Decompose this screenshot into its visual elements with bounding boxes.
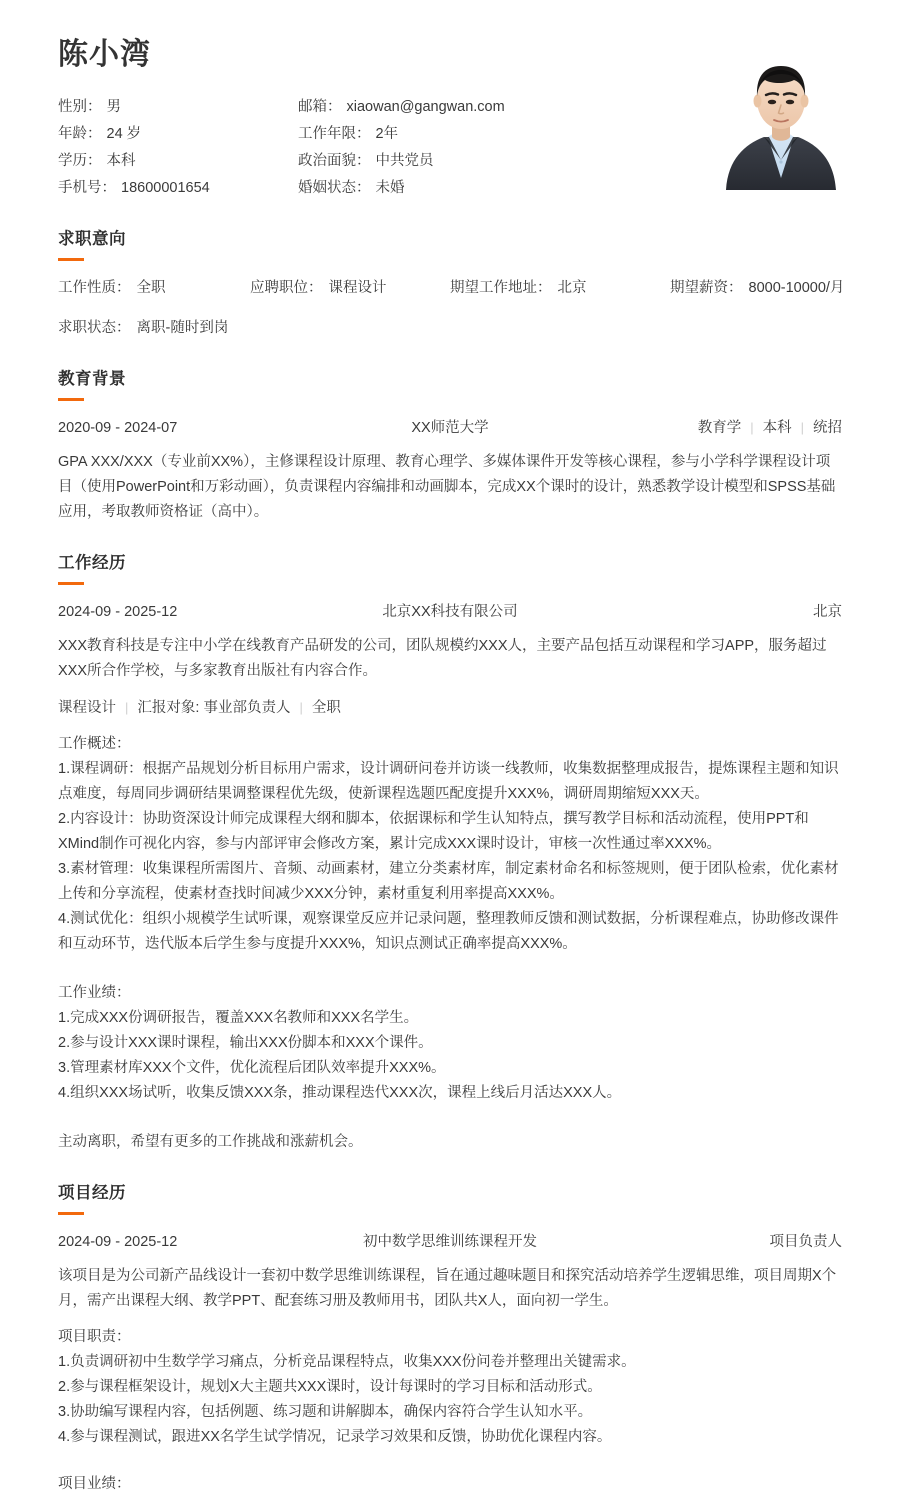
- work-achievement-item: 1.完成XXX份调研报告，覆盖XXX名教师和XXX名学生。: [58, 1009, 419, 1026]
- tag-separator: |: [750, 419, 754, 435]
- info-label: 政治面貌：: [298, 152, 371, 169]
- personal-info-grid: [58, 94, 720, 201]
- work-entry: [58, 599, 842, 1155]
- work-location: 北京: [813, 603, 842, 620]
- info-item-age: [58, 121, 298, 147]
- intent-item-status: [58, 315, 844, 341]
- info-label: 手机号：: [58, 179, 116, 196]
- intent-item-position: [250, 275, 450, 301]
- info-label: 婚姻状态：: [298, 179, 371, 196]
- work-overview-item: 4.测试优化：组织小规模学生试听课，观察课堂反应并记录问题，整理教师反馈和测试数据，分析课程难点，协助修改课件和互动环节，迭代版本后学生参与度提升XXX%，知识点测试正确率提高XXX%。: [58, 910, 839, 952]
- info-value: 未婚: [375, 179, 405, 196]
- info-value: 本科: [106, 152, 136, 169]
- info-label: 求职状态：: [58, 319, 131, 336]
- job-intent-grid: [58, 275, 845, 341]
- info-value: 课程设计: [328, 279, 387, 296]
- avatar: [720, 38, 842, 190]
- work-overview-block: [58, 732, 842, 957]
- work-leave-reason: 主动离职，希望有更多的工作挑战和涨薪机会。: [58, 1133, 363, 1150]
- project-result-title: 项目业绩：: [58, 1475, 131, 1492]
- project-name: 初中数学思维训练课程开发: [362, 1233, 537, 1250]
- work-tag: 汇报对象: 事业部负责人: [137, 699, 291, 716]
- info-item-work-years: [298, 121, 720, 147]
- tag-separator: |: [299, 699, 303, 715]
- work-achievement-item: 4.组织XXX场试听，收集反馈XXX条，推动课程迭代XXX次，课程上线后月活达XXX人。: [58, 1084, 622, 1101]
- info-item-political-status: [298, 148, 720, 174]
- education-entry: [58, 415, 842, 525]
- info-value: 全职: [136, 279, 166, 296]
- info-value: 24 岁: [106, 125, 142, 142]
- project-date: 2024-09 - 2025-12: [58, 1233, 178, 1250]
- project-duty-title: 项目职责：: [58, 1328, 131, 1345]
- info-item-gender: [58, 94, 298, 120]
- project-duty-item: 3.协助编写课程内容，包括例题、练习题和讲解脚本，确保内容符合学生认知水平。: [58, 1403, 593, 1420]
- education-tag: 教育学: [697, 419, 742, 436]
- intent-item-location: [450, 275, 670, 301]
- education-meta-row: [58, 415, 842, 441]
- section-accent-rule: [58, 1212, 84, 1215]
- page-title: 陈小湾: [58, 38, 151, 71]
- work-overview-title: 工作概述：: [58, 735, 131, 752]
- work-date: 2024-09 - 2025-12: [58, 603, 178, 620]
- work-company-intro: XXX教育科技是专注中小学在线教育产品研发的公司，团队规模约XXX人，主要产品包括互动课程和学习APP，服务超过XXX所合作学校，与多家教育出版社有内容合作。: [58, 637, 827, 679]
- project-duty-item: 2.参与课程框架设计，规划X大主题共XXX课时，设计每课时的学习目标和活动形式。: [58, 1378, 602, 1395]
- section-job-intent: [58, 227, 845, 341]
- info-label: 工作性质：: [58, 279, 131, 296]
- section-title: 工作经历: [58, 553, 126, 572]
- info-value: 北京: [557, 279, 587, 296]
- work-company: 北京XX科技有限公司: [382, 603, 518, 620]
- section-title: 项目经历: [58, 1183, 126, 1202]
- education-school: XX师范大学: [411, 419, 489, 436]
- tag-list: [698, 415, 842, 441]
- project-duty-item: 1.负责调研初中生数学学习痛点，分析竞品课程特点，收集XXX份问卷并整理出关键需求。: [58, 1353, 636, 1370]
- info-item-marital-status: [298, 175, 720, 201]
- section-project-experience: [58, 1181, 842, 1497]
- work-tag: 全职: [311, 699, 341, 716]
- info-label: 应聘职位：: [250, 279, 323, 296]
- info-value: 8000-10000/月: [748, 279, 845, 296]
- info-label: 邮箱：: [298, 98, 342, 115]
- education-tag: 统招: [813, 419, 842, 436]
- work-achievement-block: [58, 981, 842, 1106]
- intent-item-salary: [670, 275, 844, 301]
- work-achievement-item: 2.参与设计XXX课时课程，输出XXX份脚本和XXX个课件。: [58, 1034, 433, 1051]
- info-item-education: [58, 148, 298, 174]
- info-value: 男: [106, 98, 121, 115]
- info-label: 年龄：: [58, 125, 102, 142]
- info-item-email: [298, 94, 720, 120]
- work-overview-item: 2.内容设计：协助资深设计师完成课程大纲和脚本，依据课标和学生认知特点，撰写教学目标和活动流程，使用PPT和XMind制作可视化内容，参与内部评审会修改方案，累计完成XXX课时设计，审核一次性通过率XXX%。: [58, 810, 809, 852]
- info-value: xiaowan@gangwan.com: [346, 98, 505, 115]
- education-date: 2020-09 - 2024-07: [58, 419, 178, 436]
- info-item-phone: [58, 175, 298, 201]
- section-work-experience: [58, 551, 842, 1155]
- header-left: [58, 34, 720, 201]
- resume-header: [58, 0, 842, 201]
- project-role: 项目负责人: [769, 1233, 842, 1250]
- info-label: 期望薪资：: [670, 279, 743, 296]
- info-label: 工作年限：: [298, 125, 371, 142]
- portrait-photo-icon: [720, 38, 842, 190]
- project-meta-row: [58, 1229, 842, 1255]
- tag-separator: |: [800, 419, 804, 435]
- tag-list: [58, 695, 341, 721]
- section-title: 求职意向: [58, 229, 126, 248]
- education-tags: [581, 415, 842, 441]
- education-tag: 本科: [762, 419, 792, 436]
- work-meta-row: [58, 599, 842, 625]
- work-overview-item: 1.课程调研：根据产品规划分析目标用户需求，设计调研问卷并访谈一线教师，收集数据整理成报告，提炼课程主题和知识点难度，每周同步调研结果调整课程优先级，使新课程选题匹配度提升XXX%，调研周期缩短XXX天。: [58, 760, 839, 802]
- work-achievement-item: 3.管理素材库XXX个文件，优化流程后团队效率提升XXX%。: [58, 1059, 446, 1076]
- section-accent-rule: [58, 258, 84, 261]
- section-title: 教育背景: [58, 369, 126, 388]
- section-accent-rule: [58, 398, 84, 401]
- project-entry: [58, 1229, 842, 1497]
- work-tag: 课程设计: [58, 699, 116, 716]
- info-label: 学历：: [58, 152, 102, 169]
- info-value: 离职-随时到岗: [136, 319, 229, 336]
- tag-separator: |: [125, 699, 129, 715]
- info-label: 期望工作地址：: [450, 279, 552, 296]
- work-overview-item: 3.素材管理：收集课程所需图片、音频、动画素材，建立分类素材库，制定素材命名和标签规则，便于团队检索，优化素材上传和分享流程，使素材查找时间减少XXX分钟，素材重复利用率提高XXX%。: [58, 860, 839, 902]
- intent-item-job-type: [58, 275, 250, 301]
- project-intro: 该项目是为公司新产品线设计一套初中数学思维训练课程，旨在通过趣味题目和探究活动培养学生逻辑思维，项目周期X个月，需产出课程大纲、教学PPT、配套练习册及教师用书，团队共X人，面向初一学生。: [58, 1267, 837, 1309]
- info-value: 2年: [375, 125, 399, 142]
- work-tags: [58, 695, 842, 721]
- section-accent-rule: [58, 582, 84, 585]
- info-value: 18600001654: [121, 179, 210, 196]
- info-value: 中共党员: [375, 152, 434, 169]
- project-duty-item: 4.参与课程测试，跟进XX名学生试学情况，记录学习效果和反馈，协助优化课程内容。: [58, 1428, 612, 1445]
- section-education: [58, 367, 842, 525]
- education-description: GPA XXX/XXX（专业前XX%），主修课程设计原理、教育心理学、多媒体课件开发等核心课程，参与小学科学课程设计项目（使用PowerPoint和万彩动画），负责课程内容编排和动画脚本，完成XX个课时的设计，熟悉教学设计模型和SPSS基础应用，考取教师资格证（高中）。: [58, 453, 836, 520]
- work-achievement-title: 工作业绩：: [58, 984, 131, 1001]
- project-duty-block: [58, 1325, 842, 1450]
- info-label: 性别：: [58, 98, 102, 115]
